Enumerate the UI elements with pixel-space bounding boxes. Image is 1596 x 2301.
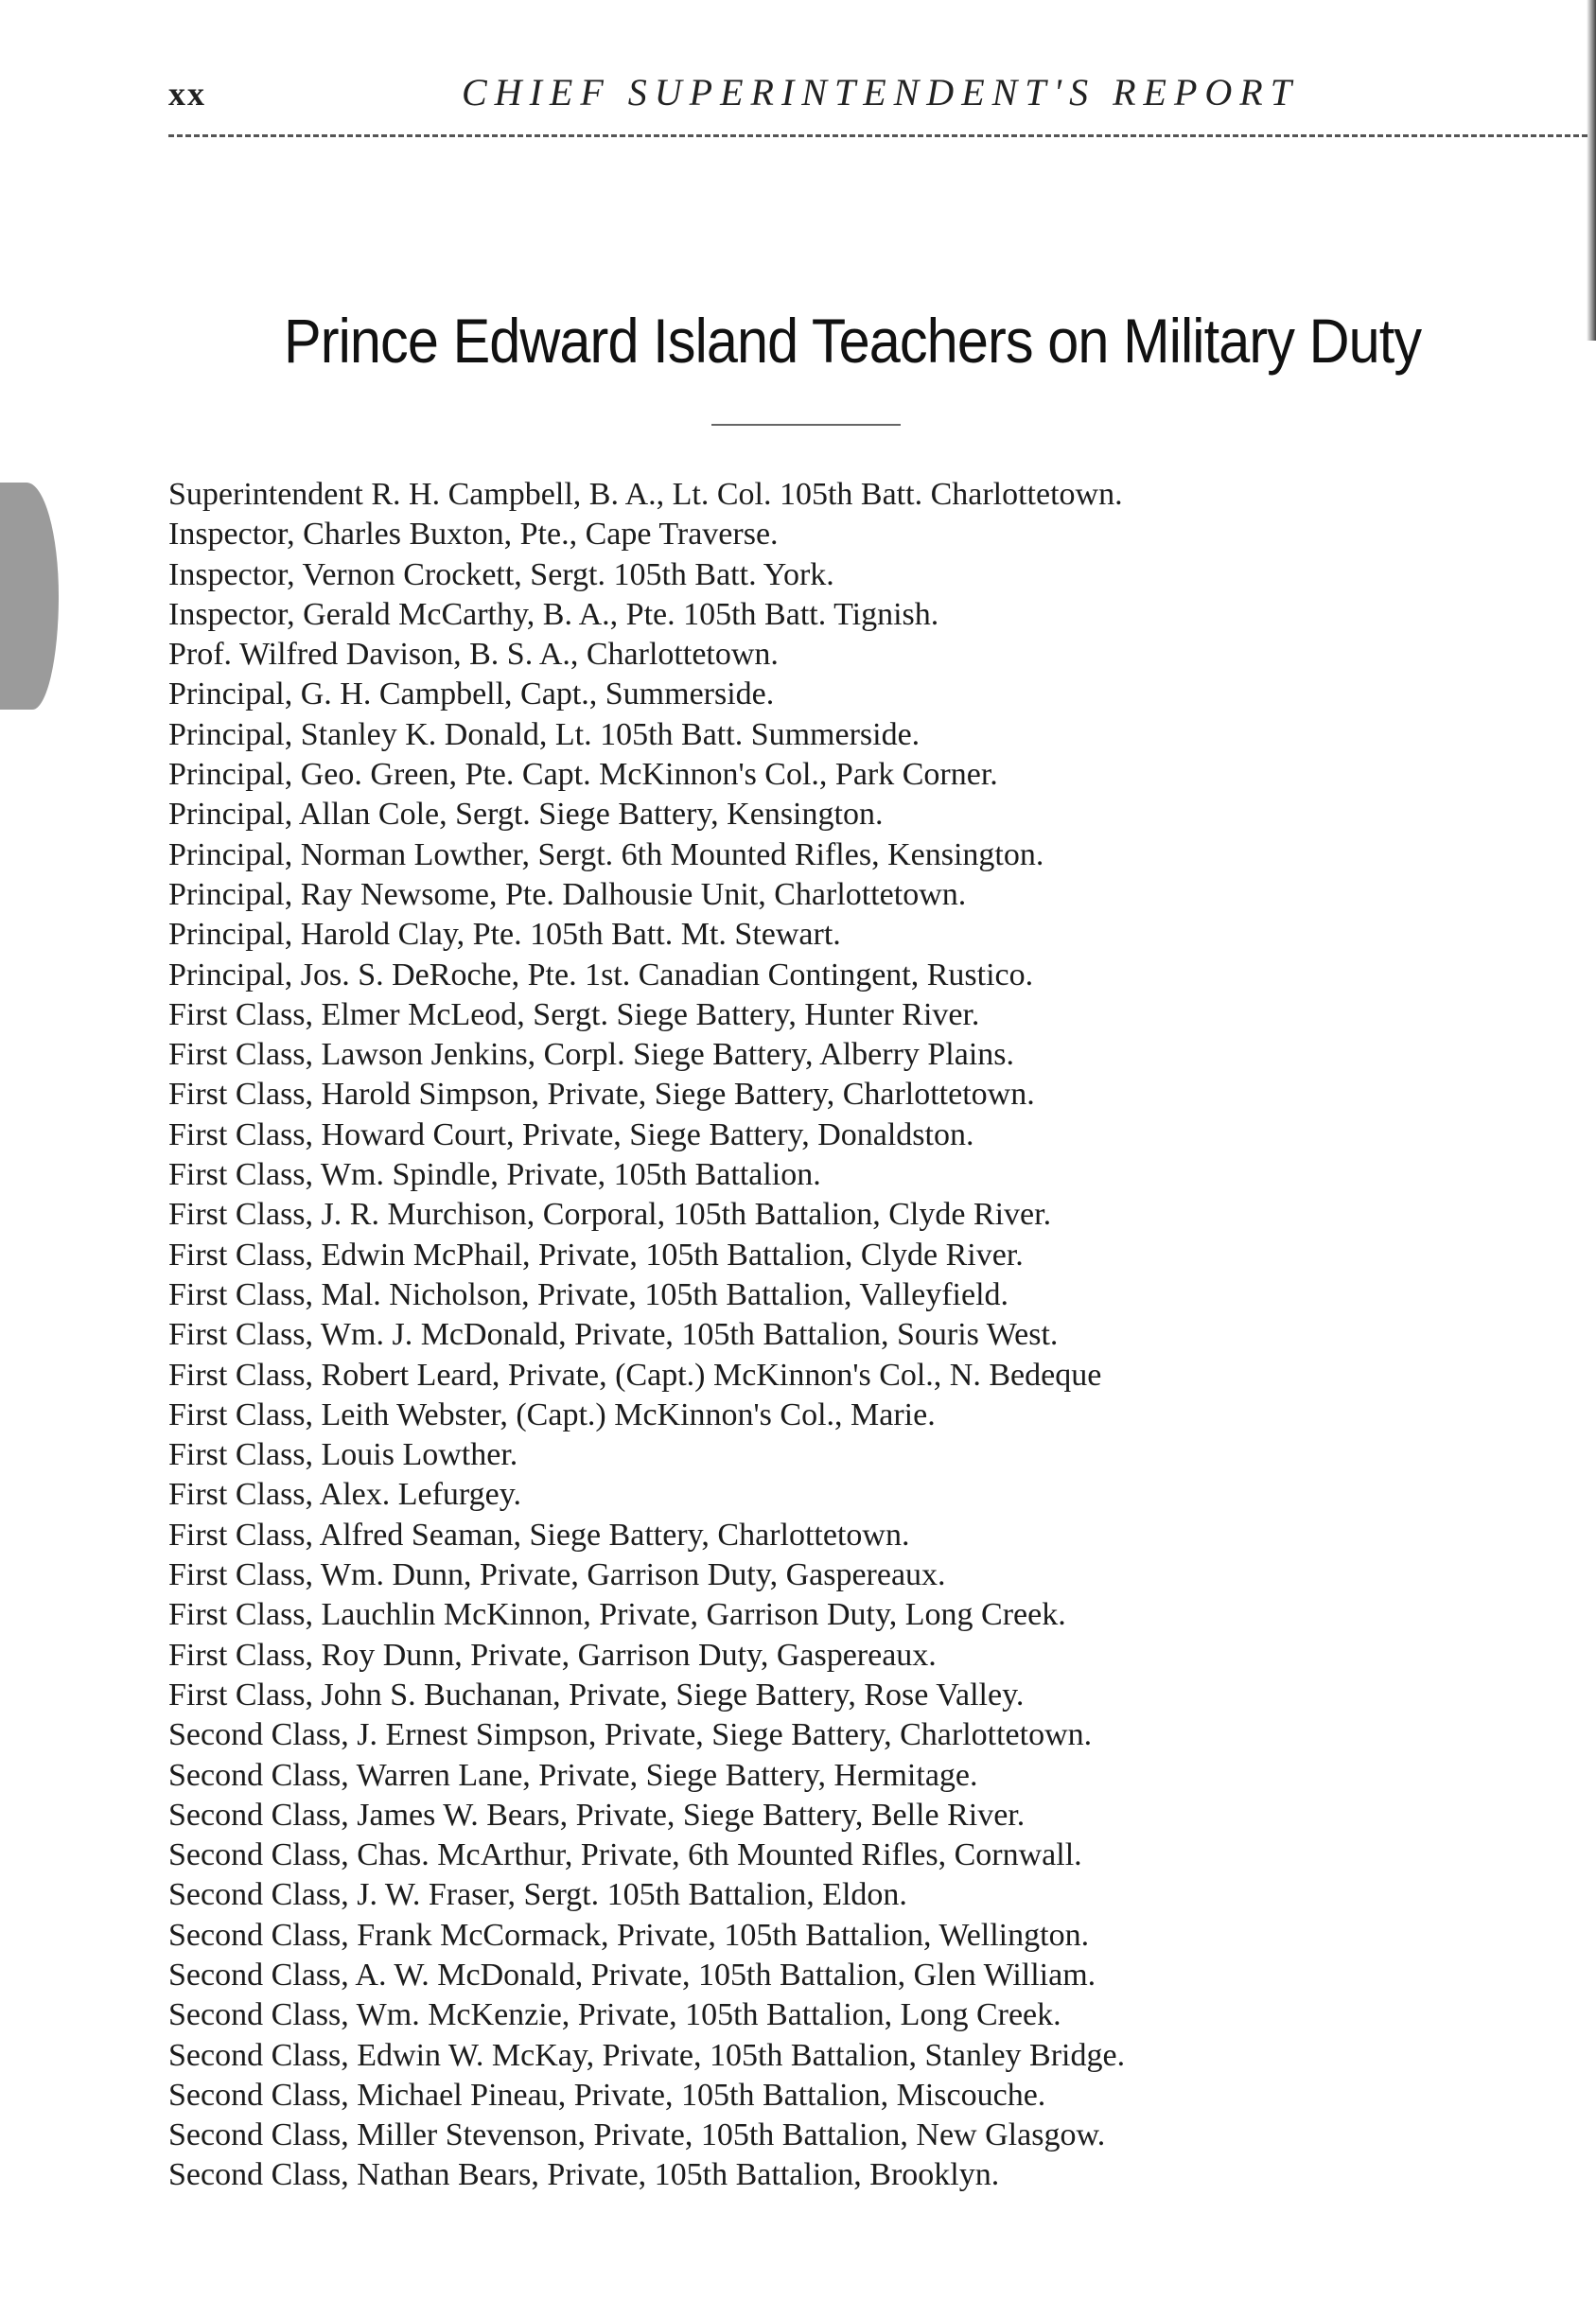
list-item: First Class, Howard Court, Private, Siege Battery, Donaldston. bbox=[168, 1116, 974, 1152]
list-item: Second Class, Michael Pineau, Private, 105th Battalion, Miscouche. bbox=[168, 2077, 1046, 2113]
list-item: Inspector, Vernon Crockett, Sergt. 105th Batt. York. bbox=[168, 556, 834, 592]
header-rule bbox=[168, 134, 1587, 137]
list-item: First Class, Wm. Dunn, Private, Garrison Duty, Gaspereaux. bbox=[168, 1557, 946, 1593]
teacher-list bbox=[168, 475, 1550, 2196]
list-item: Second Class, Wm. McKenzie, Private, 105th Battalion, Long Creek. bbox=[168, 1997, 1061, 2033]
list-item: Principal, Norman Lowther, Sergt. 6th Mounted Rifles, Kensington. bbox=[168, 836, 1044, 872]
page-title: Prince Edward Island Teachers on Military Duty bbox=[284, 306, 1422, 376]
list-item: Second Class, Miller Stevenson, Private, 105th Battalion, New Glasgow. bbox=[168, 2117, 1106, 2153]
list-item: First Class, Leith Webster, (Capt.) McKinnon's Col., Marie. bbox=[168, 1396, 936, 1432]
list-item: Second Class, A. W. McDonald, Private, 105th Battalion, Glen William. bbox=[168, 1957, 1096, 1993]
running-title: CHIEF SUPERINTENDENT'S REPORT bbox=[462, 71, 1299, 114]
list-item: First Class, Alex. Lefurgey. bbox=[168, 1477, 522, 1513]
list-item: Second Class, Frank McCormack, Private, 105th Battalion, Wellington. bbox=[168, 1917, 1090, 1953]
list-item: Second Class, James W. Bears, Private, Siege Battery, Belle River. bbox=[168, 1797, 1026, 1833]
list-item: Second Class, Nathan Bears, Private, 105th Battalion, Brooklyn. bbox=[168, 2157, 1000, 2193]
page-number: xx bbox=[168, 75, 206, 113]
title-rule bbox=[711, 424, 901, 426]
list-item: First Class, Lauchlin McKinnon, Private, Garrison Duty, Long Creek. bbox=[168, 1597, 1066, 1633]
list-item: Second Class, Warren Lane, Private, Siege Battery, Hermitage. bbox=[168, 1757, 978, 1793]
list-item: First Class, Elmer McLeod, Sergt. Siege Battery, Hunter River. bbox=[168, 996, 980, 1032]
list-item: Principal, Harold Clay, Pte. 105th Batt. Mt. Stewart. bbox=[168, 917, 841, 953]
list-item: First Class, Alfred Seaman, Siege Battery, Charlottetown. bbox=[168, 1517, 910, 1553]
list-item: First Class, Wm. Spindle, Private, 105th Battalion. bbox=[168, 1157, 821, 1193]
running-header bbox=[168, 71, 1587, 131]
list-item: First Class, Mal. Nicholson, Private, 105th Battalion, Valleyfield. bbox=[168, 1276, 1009, 1312]
list-item: Second Class, Chas. McArthur, Private, 6th Mounted Rifles, Cornwall. bbox=[168, 1837, 1082, 1873]
list-item: Prof. Wilfred Davison, B. S. A., Charlottetown. bbox=[168, 637, 779, 673]
list-item: Principal, Stanley K. Donald, Lt. 105th Batt. Summerside. bbox=[168, 716, 921, 752]
list-item: Inspector, Gerald McCarthy, B. A., Pte. 105th Batt. Tignish. bbox=[168, 596, 939, 632]
list-item: First Class, Louis Lowther. bbox=[168, 1437, 518, 1473]
list-item: Principal, Geo. Green, Pte. Capt. McKinnon's Col., Park Corner. bbox=[168, 757, 998, 793]
list-item: Principal, Ray Newsome, Pte. Dalhousie Unit, Charlottetown. bbox=[168, 876, 967, 912]
list-item: Principal, G. H. Campbell, Capt., Summerside. bbox=[168, 676, 775, 712]
list-item: Superintendent R. H. Campbell, B. A., Lt. Col. 105th Batt. Charlottetown. bbox=[168, 477, 1123, 512]
list-item: First Class, Harold Simpson, Private, Siege Battery, Charlottetown. bbox=[168, 1077, 1035, 1113]
list-item: First Class, Roy Dunn, Private, Garrison Duty, Gaspereaux. bbox=[168, 1637, 937, 1673]
page-edge-shadow bbox=[1587, 0, 1596, 341]
list-item: First Class, Wm. J. McDonald, Private, 105th Battalion, Souris West. bbox=[168, 1317, 1059, 1353]
margin-blot bbox=[0, 483, 59, 710]
list-item: Inspector, Charles Buxton, Pte., Cape Traverse. bbox=[168, 517, 779, 553]
list-item: First Class, John S. Buchanan, Private, Siege Battery, Rose Valley. bbox=[168, 1677, 1025, 1713]
list-item: Second Class, J. W. Fraser, Sergt. 105th Battalion, Eldon. bbox=[168, 1877, 907, 1913]
list-item: First Class, Edwin McPhail, Private, 105th Battalion, Clyde River. bbox=[168, 1237, 1024, 1273]
list-item: Second Class, Edwin W. McKay, Private, 105th Battalion, Stanley Bridge. bbox=[168, 2037, 1126, 2073]
list-item: First Class, Lawson Jenkins, Corpl. Siege Battery, Alberry Plains. bbox=[168, 1037, 1015, 1073]
list-item: Principal, Allan Cole, Sergt. Siege Battery, Kensington. bbox=[168, 797, 884, 833]
list-item: First Class, Robert Leard, Private, (Capt.) McKinnon's Col., N. Bedeque bbox=[168, 1357, 1102, 1393]
list-item: Principal, Jos. S. DeRoche, Pte. 1st. Canadian Contingent, Rustico. bbox=[168, 957, 1034, 992]
list-item: First Class, J. R. Murchison, Corporal, 105th Battalion, Clyde River. bbox=[168, 1197, 1052, 1233]
list-item: Second Class, J. Ernest Simpson, Private, Siege Battery, Charlottetown. bbox=[168, 1717, 1093, 1753]
